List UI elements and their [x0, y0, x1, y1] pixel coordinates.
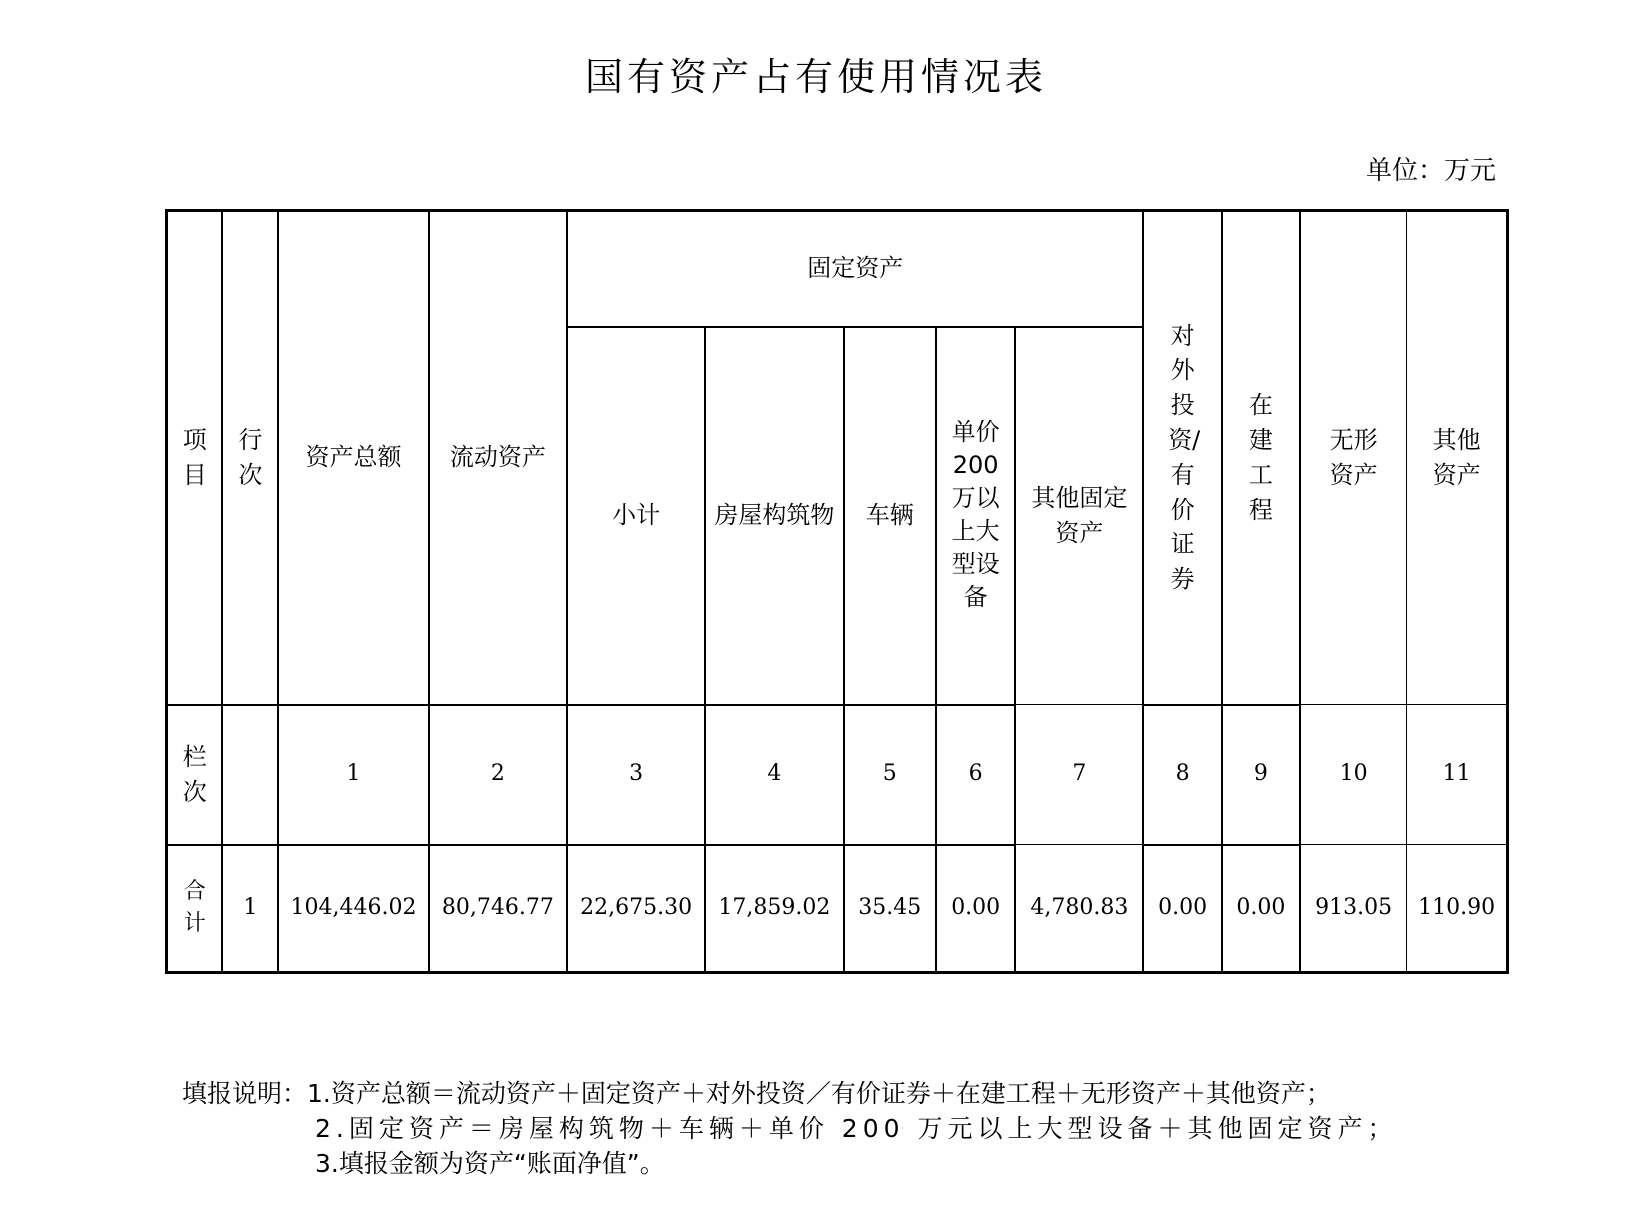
- value-other-assets: 110.90: [1407, 845, 1508, 973]
- header-fixed-assets: 固定资产: [567, 211, 1143, 327]
- value-vehicles: 35.45: [844, 845, 937, 973]
- header-other-fixed: 其他固定资产: [1015, 327, 1143, 705]
- header-subtotal: 小计: [567, 327, 705, 705]
- value-other-fixed: 4,780.83: [1015, 845, 1143, 973]
- column-number: 4: [705, 705, 843, 845]
- header-item: 项目: [167, 211, 223, 705]
- unit-label: 单位：万元: [1365, 156, 1496, 186]
- header-total-assets: 资产总额: [278, 211, 428, 705]
- value-current-assets: 80,746.77: [429, 845, 567, 973]
- column-number: 7: [1015, 705, 1143, 845]
- column-number: 5: [844, 705, 937, 845]
- header-row-no: 行次: [222, 211, 278, 705]
- column-row-blank: [222, 705, 278, 845]
- column-number: 8: [1143, 705, 1221, 845]
- column-number: 11: [1407, 705, 1508, 845]
- value-intangible: 913.05: [1300, 845, 1407, 973]
- value-buildings: 17,859.02: [705, 845, 843, 973]
- asset-table: [165, 209, 1509, 974]
- column-number: 3: [567, 705, 705, 845]
- header-construction: 在建工程: [1222, 211, 1300, 705]
- column-number: 1: [278, 705, 428, 845]
- header-investment: 对外投资/有价证券: [1143, 211, 1221, 705]
- column-number: 2: [429, 705, 567, 845]
- column-row-label: 栏次: [167, 705, 223, 845]
- fill-instructions: [182, 1076, 1397, 1181]
- column-number-row: [167, 705, 1508, 845]
- value-total-assets: 104,446.02: [278, 845, 428, 973]
- header-intangible: 无形资产: [1300, 211, 1407, 705]
- total-row-label: 合计: [167, 845, 223, 973]
- value-large-equipment: 0.00: [936, 845, 1015, 973]
- value-construction: 0.00: [1222, 845, 1300, 973]
- header-buildings: 房屋构筑物: [705, 327, 843, 705]
- header-vehicles: 车辆: [844, 327, 937, 705]
- note-line-1: 填报说明：1.资产总额＝流动资产＋固定资产＋对外投资／有价证券＋在建工程＋无形资产＋其他资产；: [182, 1079, 1331, 1108]
- column-number: 9: [1222, 705, 1300, 845]
- total-row-number: 1: [222, 845, 278, 973]
- header-other-assets: 其他资产: [1407, 211, 1508, 705]
- column-number: 6: [936, 705, 1015, 845]
- note-line-2: 2.固定资产＝房屋构筑物＋车辆＋单价 200 万元以上大型设备＋其他固定资产；: [315, 1114, 1398, 1143]
- header-large-equipment: 单价200万以上大型设备: [936, 327, 1015, 705]
- page-title: 国有资产占有使用情况表: [584, 55, 1047, 99]
- note-line-3: 3.填报金额为资产“账面净值”。: [315, 1149, 665, 1178]
- header-current-assets: 流动资产: [429, 211, 567, 705]
- value-investment: 0.00: [1143, 845, 1221, 973]
- column-number: 10: [1300, 705, 1407, 845]
- value-subtotal: 22,675.30: [567, 845, 705, 973]
- total-row: [167, 845, 1508, 973]
